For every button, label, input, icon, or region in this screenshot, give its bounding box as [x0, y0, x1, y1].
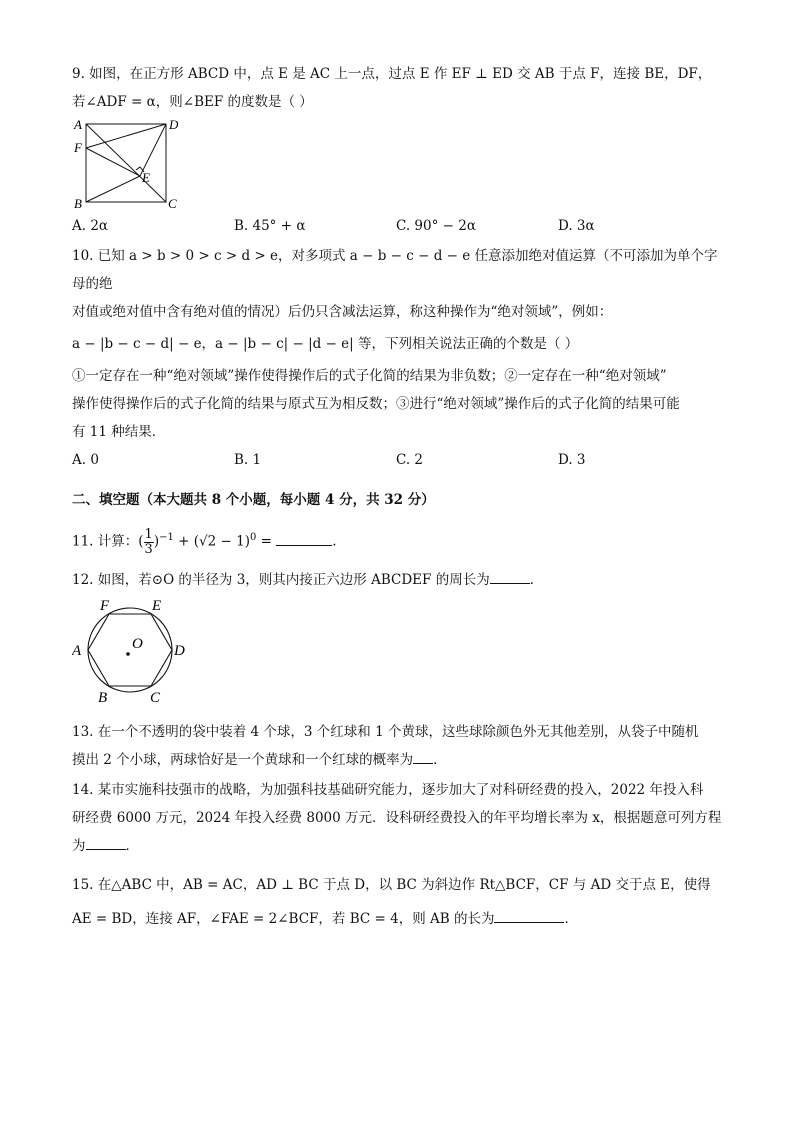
q13-line1: 13. 在一个不透明的袋中装着 4 个球，3 个红球和 1 个黄球，这些球除颜色外无其他差别，从袋子中随机	[72, 723, 699, 740]
question-10	[72, 242, 722, 474]
q15-line1: 15. 在△ABC 中，AB = AC，AD ⊥ BC 于点 D，以 BC 为斜边作 Rt△BCF，CF 与 AD 交于点 E，使得	[72, 876, 711, 893]
section-2-heading: 二、填空题（本大题共 8 个小题，每小题 4 分，共 32 分）	[72, 492, 435, 508]
q12-end: ．	[529, 571, 544, 588]
q15-line2-wrap	[72, 902, 722, 936]
segment-fe	[86, 148, 140, 176]
q10-option-a[interactable]: A. 0	[72, 452, 99, 468]
q13-answer-blank[interactable]	[413, 749, 433, 764]
q11-end: .	[332, 533, 337, 550]
q9-line2: 若∠ADF = α，则∠BEF 的度数是（ ）	[72, 94, 313, 110]
exam-page	[72, 60, 722, 936]
label-D: D	[174, 642, 185, 659]
question-15	[72, 868, 722, 936]
label-C: C	[150, 689, 161, 704]
label-A: A	[72, 642, 82, 659]
segment-bd-e	[86, 176, 140, 202]
q14-line3: 为	[72, 837, 86, 854]
q13-end: ．	[433, 751, 447, 768]
q10-line5: 操作使得操作后的式子化简的结果与原式互为相反数；③进行“绝对领域”操作后的式子化简的结果可能	[72, 396, 680, 412]
label-C: C	[168, 196, 177, 211]
q15-answer-blank[interactable]	[494, 908, 564, 923]
q9-option-d[interactable]: D. 3α	[558, 218, 595, 234]
center-o-dot	[126, 652, 130, 656]
label-E: E	[142, 170, 150, 185]
q12-hexagon-figure	[72, 596, 202, 704]
q13-line2-wrap	[72, 746, 722, 774]
q14-end: ．	[125, 837, 139, 854]
q11-mid: + (√2 − 1)	[173, 533, 250, 550]
q11-frac-num: 1	[144, 526, 153, 542]
q11-frac-den: 3	[144, 541, 153, 557]
q10-option-d[interactable]: D. 3	[558, 452, 586, 468]
q11-suffix: =	[256, 533, 277, 550]
q14-answer-blank[interactable]	[86, 835, 126, 850]
q11-fraction	[144, 528, 154, 557]
q10-line3: a − |b − c − d| − e，a − |b − c| − |d − e| 等，下列相关说法正确的个数是（ ）	[72, 336, 579, 352]
q15-end: ．	[564, 910, 578, 927]
label-B: B	[98, 689, 108, 704]
q11-exp1: −1	[159, 532, 174, 543]
question-11: 11. 计算：( $\frac{1}{3})^{-1} + (√2 - 1)^0$ = .	[72, 526, 337, 557]
q9-option-a[interactable]: A. 2α	[72, 218, 109, 234]
q10-line2: 对值或绝对值中含有绝对值的情况）后仍只含减法运算，称这种操作为“绝对领域”，例如：	[72, 304, 613, 320]
q10-options	[72, 446, 722, 474]
q14-line2: 研经费 6000 万元，2024 年投入经费 8000 万元．设科研经费投入的年平均增长率为 x，根据题意可列方程	[72, 809, 722, 826]
q9-option-b[interactable]: B. 45° + α	[234, 218, 306, 234]
segment-ed	[140, 124, 166, 176]
q11-exp2: 0	[249, 532, 257, 543]
q13-line2: 摸出 2 个小球，两球恰好是一个黄球和一个红球的概率为	[72, 751, 414, 768]
circle-o	[88, 608, 172, 692]
question-9	[72, 60, 722, 240]
label-E: E	[152, 597, 162, 614]
label-O: O	[132, 635, 143, 652]
label-A: A	[74, 117, 82, 132]
q14-line1: 14. 某市实施科技强市的战略，为加强科技基础研究能力，逐步加大了对科研经费的投入，2022 年投入科	[72, 781, 704, 798]
q14-line3-wrap	[72, 832, 722, 860]
hexagon-abcdef	[88, 614, 172, 686]
q9-option-c[interactable]: C. 90° − 2α	[396, 218, 476, 234]
q11-answer-blank[interactable]	[276, 531, 332, 546]
q15-line2: AE = BD，连接 AF，∠FAE = 2∠BCF，若 BC = 4，则 AB 的长为	[72, 910, 495, 927]
q10-line4: ①一定存在一种“绝对领域”操作使得操作后的式子化简的结果为非负数；②一定存在一种“绝对领域”	[72, 368, 667, 384]
label-B: B	[74, 196, 82, 211]
q10-option-b[interactable]: B. 1	[234, 452, 262, 468]
q10-line1: 10. 已知 a > b > 0 > c > d > e，对多项式 a − b − c − d − e 任意添加绝对值运算（不可添加为单个字母的绝	[72, 248, 718, 292]
label-D: D	[169, 117, 179, 132]
question-12	[72, 566, 722, 704]
q9-square-figure	[72, 116, 192, 212]
q9-options	[72, 212, 722, 240]
label-F: F	[74, 140, 82, 155]
q10-line6: 有 11 种结果．	[72, 424, 166, 440]
q11-prefix: 11. 计算：	[72, 533, 139, 550]
q10-option-c[interactable]: C. 2	[396, 452, 424, 468]
question-13	[72, 718, 722, 774]
q12-answer-blank[interactable]	[490, 569, 530, 584]
q12-text: 12. 如图，若⊙O 的半径为 3，则其内接正六边形 ABCDEF 的周长为	[72, 571, 490, 588]
question-14	[72, 776, 722, 860]
label-F: F	[100, 597, 110, 614]
q12-line	[72, 566, 722, 594]
q9-line1: 9. 如图，在正方形 ABCD 中，点 E 是 AC 上一点，过点 E 作 EF ⊥ ED 交 AB 于点 F，连接 BE，DF，	[72, 66, 712, 82]
